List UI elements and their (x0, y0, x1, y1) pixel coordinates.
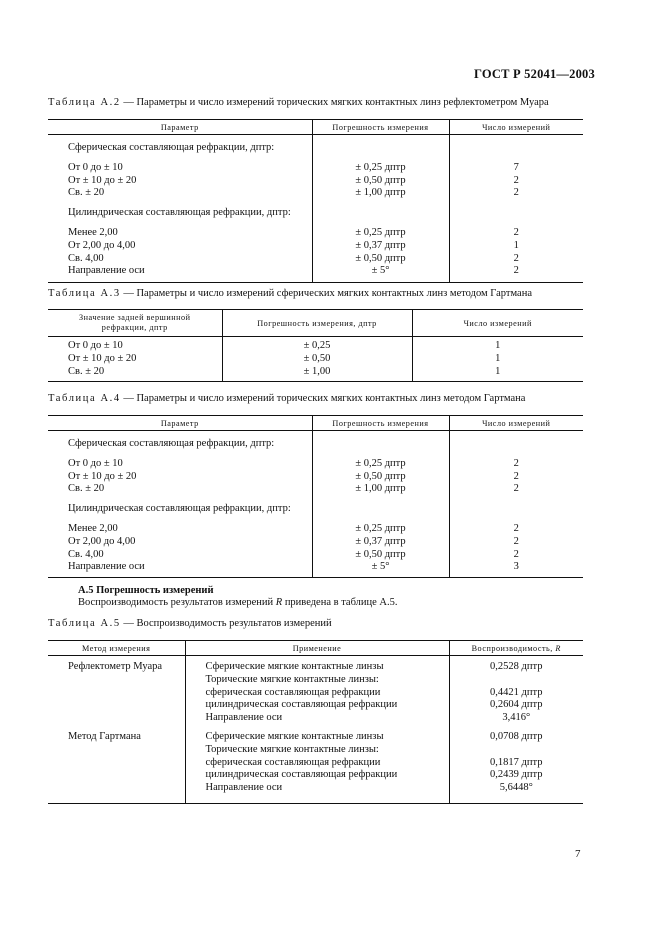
table-a3 (48, 309, 583, 382)
application-cell: Направление оси (205, 712, 283, 724)
column-header: Воспроизводимость, R (449, 641, 583, 656)
error-cell: ± 0,50 дптр (355, 174, 406, 186)
group-title: Сферическая составляющая рефракции, дптр: (68, 438, 275, 449)
count-cell: 2 (513, 535, 519, 547)
error-cell: ± 0,25 дптр (355, 161, 406, 173)
table-a5-caption: Таблица А.5 — Воспроизводимость результатов измерений (48, 618, 332, 629)
count-cell: 2 (513, 265, 519, 277)
param-cell: От 0 до ± 10 (68, 457, 123, 469)
param-cell: От 2,00 до 4,00 (68, 535, 136, 547)
error-cell: ± 0,25 дптр (355, 457, 406, 469)
table-a3-caption: Таблица А.3 — Параметры и число измерений сферических мягких контактных линз методом Гартмана (48, 288, 532, 299)
param-cell: Направление оси (68, 561, 145, 573)
application-cell: Направление оси (205, 782, 283, 794)
error-cell: ± 0,37 дптр (355, 535, 406, 547)
standard-header: ГОСТ Р 52041—2003 (474, 67, 595, 81)
table-a5-method-row (48, 725, 583, 803)
count-cell: 2 (513, 174, 519, 186)
table-a4-caption: Таблица А.4 — Параметры и число измерений торических мягких контактных линз методом Гартмана (48, 393, 526, 404)
application-cell: цилиндрическая составляющая рефракции (205, 769, 398, 781)
error-cell: ± 0,25 (303, 340, 331, 351)
application-cell: Торические мягкие контактные линзы: (205, 743, 379, 755)
column-header: Значение задней вершинной рефракции, дптр (48, 310, 222, 337)
count-cell: 2 (513, 457, 519, 469)
count-cell: 2 (513, 226, 519, 238)
application-cell: сферическая составляющая рефракции (205, 686, 381, 698)
repro-cell (450, 744, 584, 757)
param-cell: Менее 2,00 (68, 522, 118, 534)
count-cell: 1 (495, 365, 501, 377)
param-cell: От ± 10 до ± 20 (68, 470, 137, 482)
count-cell: 1 (513, 239, 519, 251)
table-a5-method-row (48, 656, 583, 725)
table-a3-header (48, 310, 583, 337)
table-a5 (48, 640, 583, 804)
repro-cell: 0,2604 дптр (490, 699, 543, 711)
error-cell: ± 0,25 дптр (355, 522, 406, 534)
count-cell: 1 (495, 352, 501, 364)
application-cell: Сферические мягкие контактные линзы (205, 730, 384, 742)
count-cell: 3 (513, 561, 519, 573)
param-cell: От ± 10 до ± 20 (68, 352, 137, 364)
repro-cell: 0,2528 дптр (490, 661, 543, 672)
count-cell: 2 (513, 483, 519, 495)
column-header: Применение (185, 641, 449, 656)
param-cell: Св. ± 20 (68, 365, 105, 377)
repro-cell: 5,6448° (499, 782, 533, 794)
application-cell: сферическая составляющая рефракции (205, 756, 381, 768)
param-cell: Менее 2,00 (68, 226, 118, 238)
table-a5-header (48, 641, 583, 656)
error-cell: ± 0,50 дптр (355, 548, 406, 560)
group-title: Сферическая составляющая рефракции, дптр: (68, 142, 275, 153)
param-cell: От 0 до ± 10 (68, 340, 123, 351)
count-cell: 2 (513, 252, 519, 264)
repro-cell: 0,1817 дптр (490, 756, 543, 768)
table-a4-header (48, 416, 583, 431)
param-cell: От ± 10 до ± 20 (68, 174, 137, 186)
column-header: Число измерений (412, 310, 583, 337)
repro-cell: 0,2439 дптр (490, 769, 543, 781)
column-header: Погрешность измерения (312, 416, 449, 431)
column-header: Параметр (48, 120, 312, 135)
application-cell: Сферические мягкие контактные линзы (205, 661, 384, 672)
column-header: Число измерений (449, 120, 583, 135)
column-header: Параметр (48, 416, 312, 431)
table-a2-caption: Таблица А.2 — Параметры и число измерений торических мягких контактных линз рефлектометром Муара (48, 97, 549, 108)
repro-cell: 0,4421 дптр (490, 686, 543, 698)
column-header: Метод измерения (48, 641, 185, 656)
count-cell: 2 (513, 548, 519, 560)
count-cell: 2 (513, 187, 519, 199)
param-cell: Св. ± 20 (68, 483, 105, 495)
section-a5-heading: А.5 Погрешность измерений (78, 585, 214, 596)
error-cell: ± 5° (371, 561, 390, 573)
repro-cell (450, 674, 584, 687)
column-header: Число измерений (449, 416, 583, 431)
count-cell: 1 (495, 340, 501, 351)
error-cell: ± 0,50 дптр (355, 252, 406, 264)
group-title: Цилиндрическая составляющая рефракции, дптр: (68, 207, 291, 219)
application-cell: Торические мягкие контактные линзы: (205, 673, 379, 685)
table-a2-body (48, 135, 583, 283)
column-header: Погрешность измерения, дптр (222, 310, 412, 337)
param-cell: Направление оси (68, 265, 145, 277)
count-cell: 2 (513, 470, 519, 482)
param-cell: Св. ± 20 (68, 187, 105, 199)
method-cell: Рефлектометр Муара (68, 661, 163, 672)
count-cell: 7 (513, 161, 519, 173)
table-a4-body (48, 431, 583, 578)
repro-cell: 0,0708 дптр (490, 730, 543, 742)
param-cell: Св. 4,00 (68, 252, 104, 264)
param-cell: От 0 до ± 10 (68, 161, 123, 173)
error-cell: ± 0,50 (303, 352, 331, 364)
table-a3-body (48, 337, 583, 382)
error-cell: ± 1,00 (303, 365, 331, 377)
error-cell: ± 1,00 дптр (355, 483, 406, 495)
table-a2-header (48, 120, 583, 135)
count-cell: 2 (513, 522, 519, 534)
error-cell: ± 0,50 дптр (355, 470, 406, 482)
error-cell: ± 1,00 дптр (355, 187, 406, 199)
method-cell: Метод Гартмана (68, 730, 141, 742)
error-cell: ± 5° (371, 265, 390, 277)
page-number: 7 (575, 848, 581, 860)
param-cell: Св. 4,00 (68, 548, 104, 560)
column-header: Погрешность измерения (312, 120, 449, 135)
param-cell: От 2,00 до 4,00 (68, 239, 136, 251)
table-a4 (48, 415, 583, 578)
section-a5-text: Воспроизводимость результатов измерений R приведена в таблице А.5. (78, 597, 398, 608)
repro-cell: 3,416° (502, 712, 531, 724)
error-cell: ± 0,25 дптр (355, 226, 406, 238)
error-cell: ± 0,37 дптр (355, 239, 406, 251)
table-a2 (48, 119, 583, 283)
application-cell: цилиндрическая составляющая рефракции (205, 699, 398, 711)
group-title: Цилиндрическая составляющая рефракции, дптр: (68, 503, 291, 515)
